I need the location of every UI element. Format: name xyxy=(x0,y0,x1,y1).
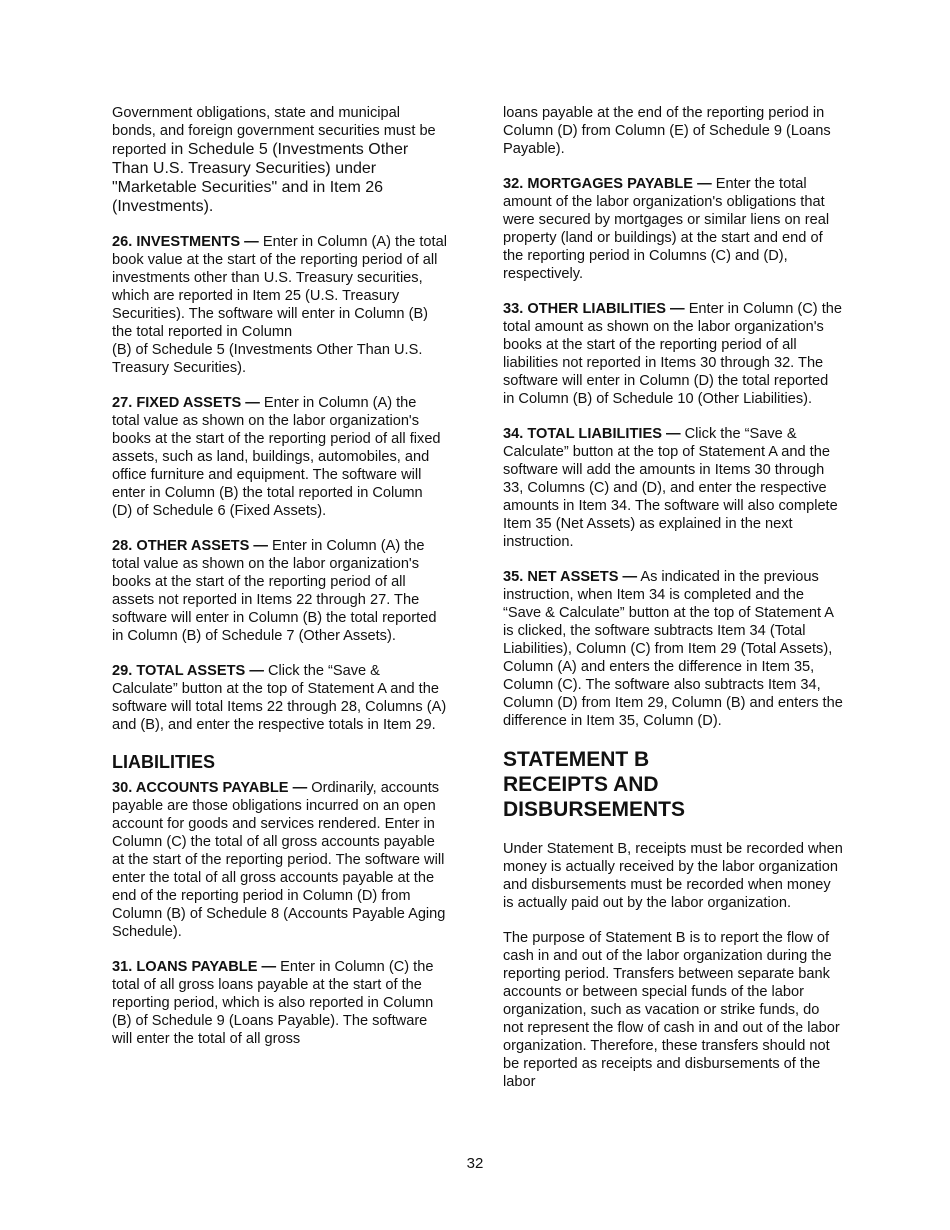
right-column xyxy=(503,104,843,1108)
item-26-investments: 26. INVESTMENTS — Enter in Column (A) the total book value at the start of the reporting period of all investments other than U.S. Treasury securities, which are reported in Item 25 (U.S. Treasury Securities). The software will enter in Column (B) the total reported in Column (B) of Schedule 5 (Investments Other Than U.S. Treasury Securities). xyxy=(112,234,447,376)
item-32-mortgages-payable: 32. MORTGAGES PAYABLE — Enter the total amount of the labor organization's obligations that were secured by mortgages or similar liens on real property (land or buildings) at the start and end of the reporting period in Columns (C) and (D), respectively. xyxy=(503,176,830,282)
page-number: 32 xyxy=(466,1155,484,1172)
statement-b-paragraph-2: The purpose of Statement B is to report the flow of cash in and out of the labor organization during the reporting period. Transfers between separate bank accounts or between special funds of the labor organization, such as vacation or strike funds, do not represent the flow of cash in and out of the labor organization. Therefore, these transfers should not be reported as receipts and disbursements of the labor xyxy=(503,930,840,1090)
item-31-loans-payable: 31. LOANS PAYABLE — Enter in Column (C) the total of all gross loans payable at the start of the reporting period, which is also reported in Column (B) of Schedule 9 (Loans Payable). The software will enter the total of all gross xyxy=(112,959,434,1047)
statement-b-heading: STATEMENT B RECEIPTS AND DISBURSEMENTS xyxy=(503,748,686,821)
item-31-continued: loans payable at the end of the reporting period in Column (D) from Column (E) of Schedule 9 (Loans Payable). xyxy=(503,105,831,157)
liabilities-heading: LIABILITIES xyxy=(112,752,215,772)
left-column xyxy=(112,104,447,1065)
item-27-fixed-assets: 27. FIXED ASSETS — Enter in Column (A) the total value as shown on the labor organization's books at the start of the reporting period of all fixed assets, such as land, buildings, automobiles, and office furniture and equipment. The software will enter in Column (B) the total reported in Column (D) of Schedule 6 (Fixed Assets). xyxy=(112,395,441,519)
statement-b-paragraph-1: Under Statement B, receipts must be recorded when money is actually received by the labor organization and disbursements must be recorded when money is actually paid out by the labor organization. xyxy=(503,841,843,911)
item-33-other-liabilities: 33. OTHER LIABILITIES — Enter in Column (C) the total amount as shown on the labor organization's books at the start of the reporting period of all liabilities not reported in Items 30 through 32. The software will enter in Column (D) the total reported in Column (B) of Schedule 10 (Other Liabilities). xyxy=(503,301,842,407)
item-30-accounts-payable: 30. ACCOUNTS PAYABLE — Ordinarily, accounts payable are those obligations incurred on an open account for goods and services rendered. Enter in Column (C) the total of all gross accounts payable at the start of the reporting period. The software will enter the total of all gross accounts payable at the end of the reporting period in Column (D) from Column (B) of Schedule 8 (Accounts Payable Aging Schedule). xyxy=(112,780,446,940)
item-28-other-assets: 28. OTHER ASSETS — Enter in Column (A) the total value as shown on the labor organization's books at the start of the reporting period of all assets not reported in Items 22 through 27. The software will enter in Column (B) the total reported in Column (B) of Schedule 7 (Other Assets). xyxy=(112,538,437,644)
item-35-net-assets: 35. NET ASSETS — As indicated in the previous instruction, when Item 34 is completed and the “Save & Calculate” button at the top of Statement A is clicked, the software subtracts Item 34 (Total Liabilities), Column (C) from Item 29 (Total Assets), Column (A) and enters the difference in Item 35, Column (C). The software also subtracts Item 34, Column (D) from Item 29, Column (B) and enters the difference in Item 35, Column (D). xyxy=(503,569,843,729)
item-29-total-assets: 29. TOTAL ASSETS — Click the “Save & Calculate” button at the top of Statement A and the software will total Items 22 through 28, Columns (A) and (B), and enter the respective totals in Item 29. xyxy=(112,663,447,733)
intro-paragraph: Government obligations, state and municipal bonds, and foreign government securities must be reported in Schedule 5 (Investments Other Than U.S. Treasury Securities) under "Marketable Securities" and in Item 26 (Investments). xyxy=(112,105,436,215)
item-34-total-liabilities: 34. TOTAL LIABILITIES — Click the “Save & Calculate” button at the top of Statement A and the software will add the amounts in Items 30 through 33, Columns (C) and (D), and enter the respective amounts in Item 34. The software will also complete Item 35 (Net Assets) as explained in the next instruction. xyxy=(503,426,838,550)
